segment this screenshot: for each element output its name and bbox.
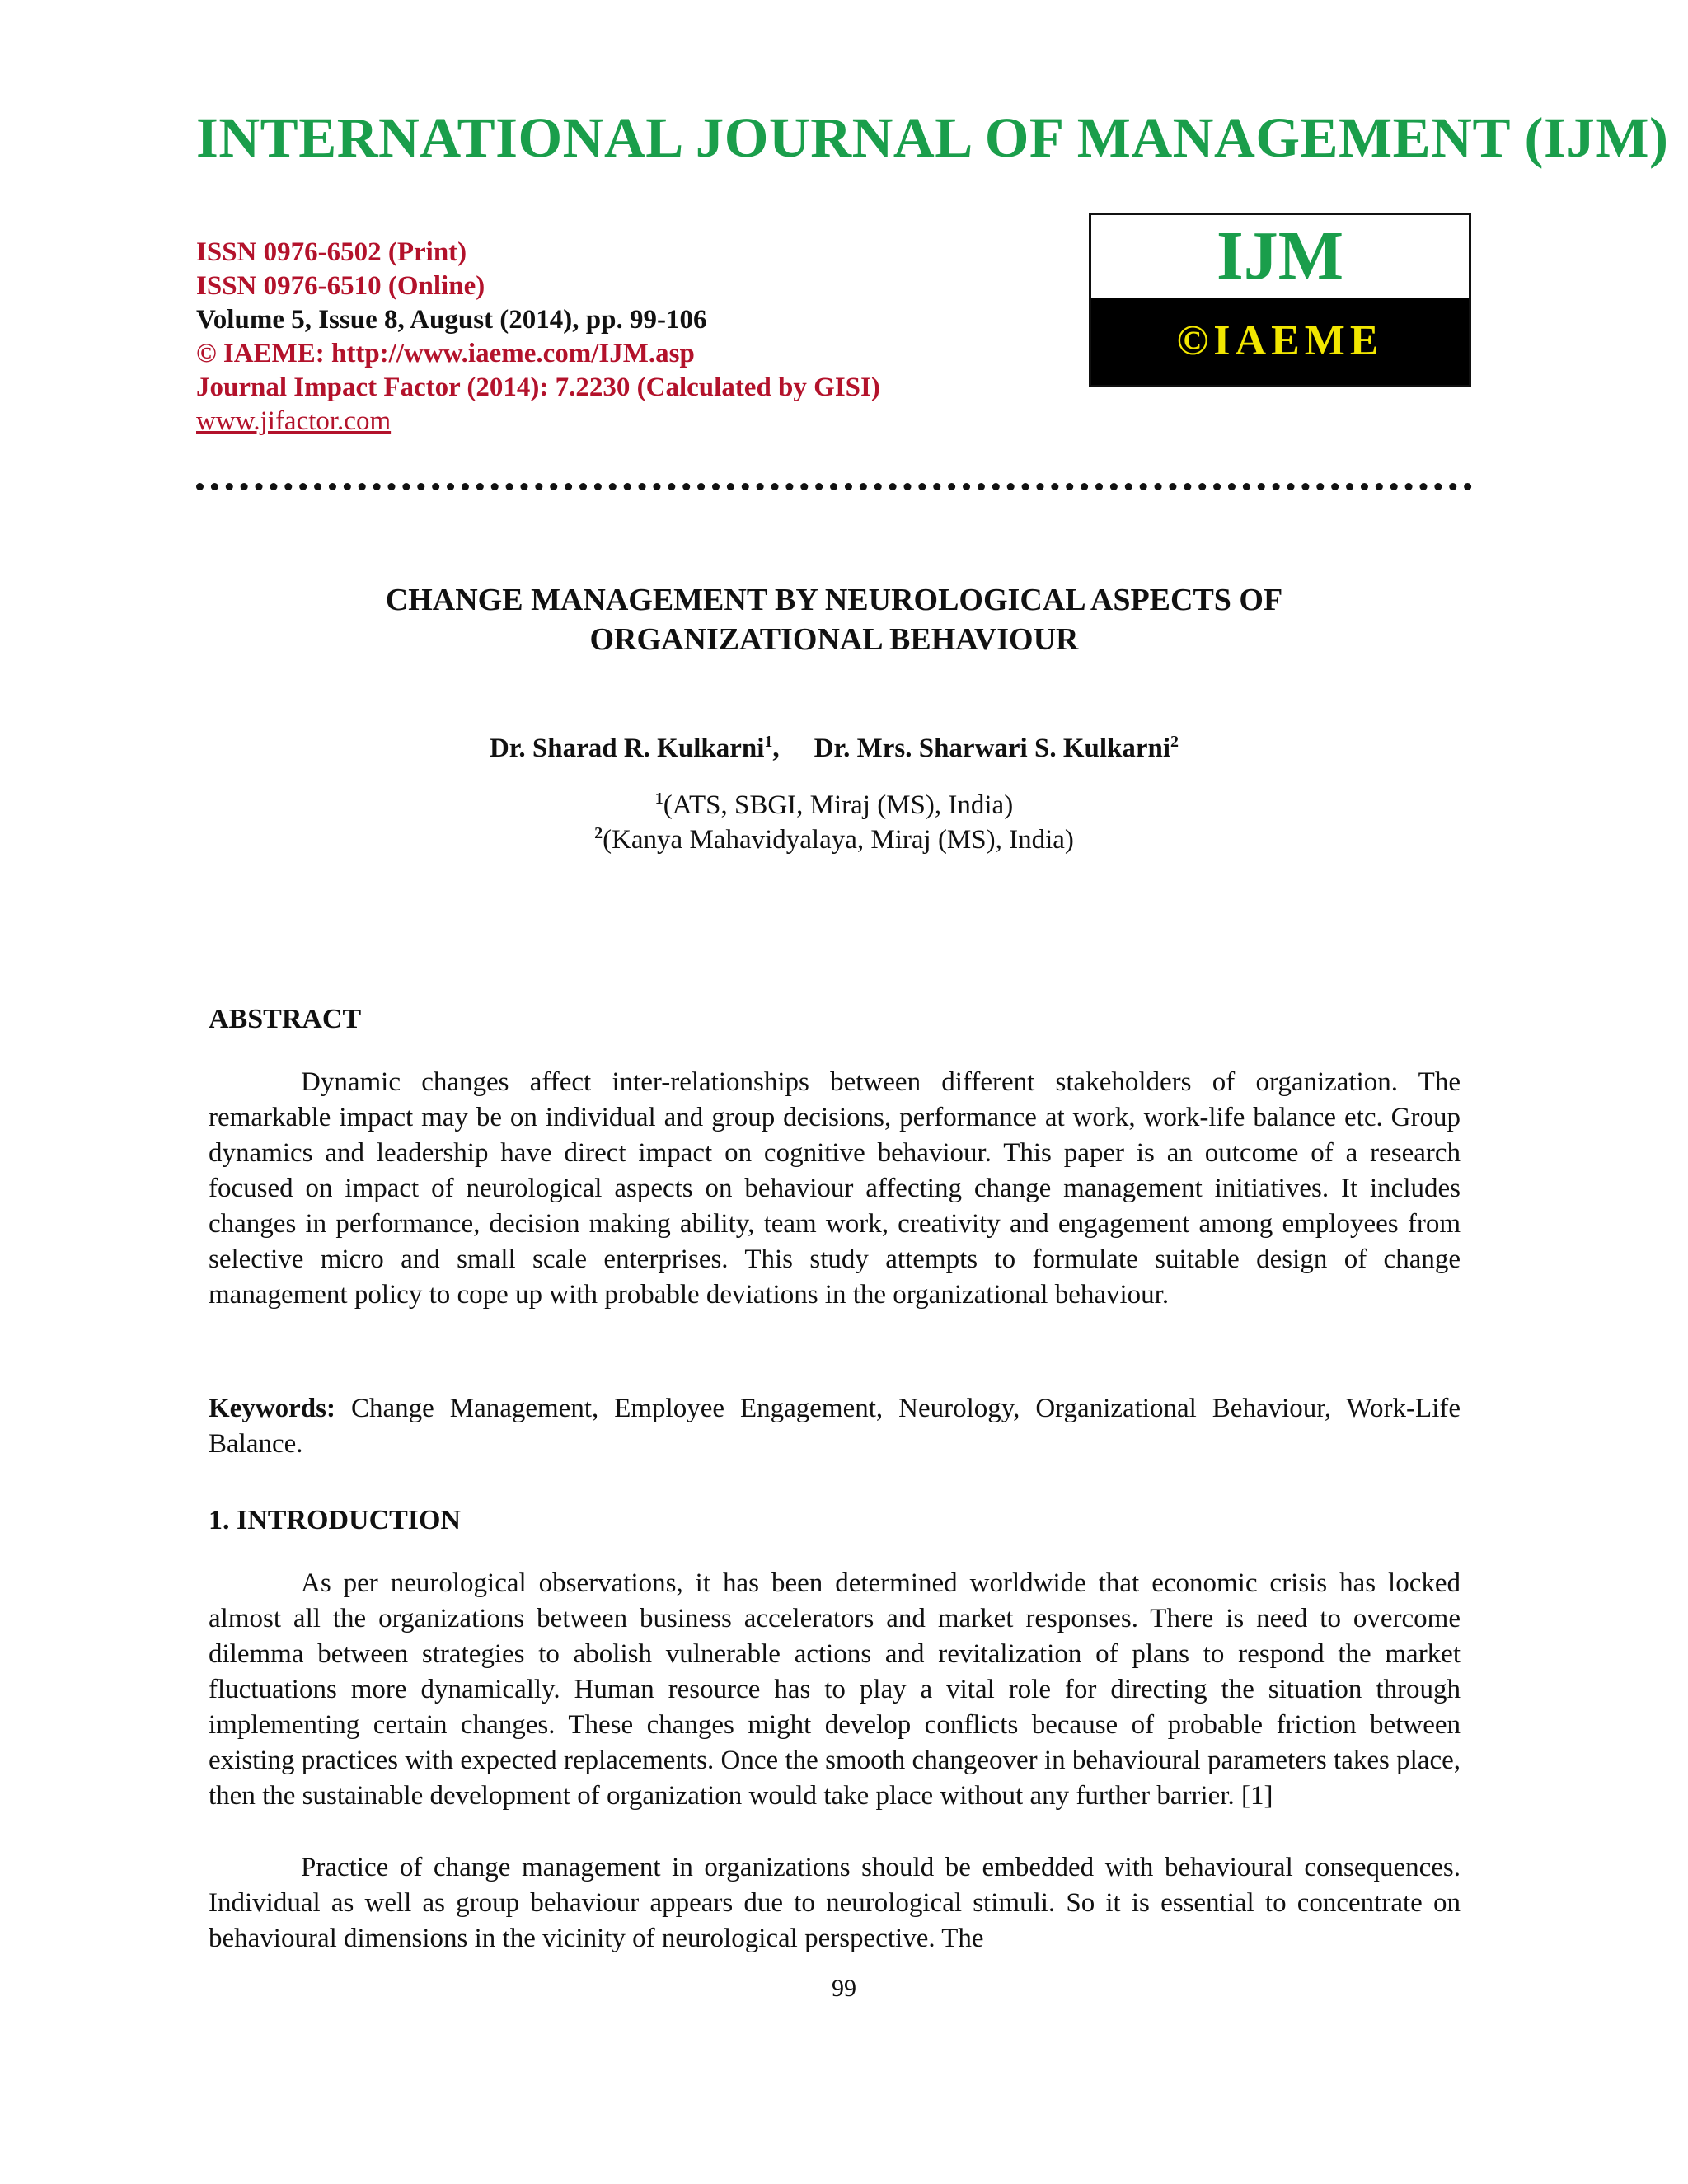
keywords-text: Change Management, Employee Engagement, Neurology, Organizational Behaviour, Work-Life Balance.	[209, 1394, 1461, 1459]
affiliation-1-sup: 1	[654, 790, 663, 808]
abstract-text: Dynamic changes affect inter-relationships between different stakeholders of organization. The remarkable impact may be on individual and group decisions, performance at work, work-life balance etc. Group dynamics and leadership have direct impact on cognitive behaviour. This paper is an outcome of a research focused on impact of neurological aspects on behaviour affecting change management initiatives. It includes changes in performance, decision making ability, team work, creativity and engagement among employees from selective micro and small scale enterprises. This study attempts to formulate suitable design of change management policy to cope up with probable deviations in the organizational behaviour.	[209, 1067, 1461, 1310]
paper-title-line-1: CHANGE MANAGEMENT BY NEUROLOGICAL ASPECTS OF	[385, 583, 1283, 617]
page-number: 99	[832, 1975, 856, 2002]
volume-info: Volume 5, Issue 8, August (2014), pp. 99-106	[196, 305, 707, 335]
keywords	[209, 1391, 1461, 1462]
paper-title-line-2: ORGANIZATIONAL BEHAVIOUR	[589, 622, 1079, 657]
issn-online: ISSN 0976-6510 (Online)	[196, 271, 485, 301]
affiliation-2: $^2$(Kanya Mahavidyalaya, Miraj (MS), India)	[594, 824, 1074, 855]
journal-meta	[196, 236, 880, 438]
logo-ijm-text: IJM	[1091, 215, 1469, 298]
author-2: Dr. Mrs. Sharwari S. Kulkarni	[814, 733, 1171, 763]
paper-title	[196, 580, 1472, 659]
logo-iaeme-text: ©IAEME	[1091, 298, 1469, 385]
author-1-sup: 1	[764, 733, 773, 751]
iaeme-url: © IAEME: http://www.iaeme.com/IJM.asp	[196, 339, 695, 368]
author-2-sup: 2	[1170, 733, 1179, 751]
introduction-heading: 1. INTRODUCTION	[209, 1505, 462, 1535]
issn-print: ISSN 0976-6502 (Print)	[196, 237, 467, 267]
journal-title: INTERNATIONAL JOURNAL OF MANAGEMENT (IJM)	[196, 106, 1669, 169]
keywords-label: Keywords:	[209, 1394, 335, 1423]
jifactor-link[interactable]: www.jifactor.com	[196, 406, 392, 436]
author-1: Dr. Sharad R. Kulkarni	[489, 733, 765, 763]
introduction-paragraph-1: As per neurological observations, it has been determined worldwide that economic crisis has locked almost all the organizations between business accelerators and market responses. There is need to overcome dilemma between strategies to abolish vulnerable actions and revitalization of plans to respond the market fluctuations more dynamically. Human resource has to play a vital role for directing the situation through implementing certain changes. These changes might develop conflicts because of probable friction between existing practices with expected replacements. Once the smooth changeover in behavioural parameters takes place, then the sustainable development of organization would take place without any further barrier. [1]	[209, 1568, 1461, 1811]
authors	[196, 733, 1472, 764]
header-divider	[196, 483, 1472, 490]
abstract-heading: ABSTRACT	[209, 1004, 362, 1034]
affiliation-1: $^1$(ATS, SBGI, Miraj (MS), India)	[654, 790, 1014, 820]
affiliation-2-sup: 2	[594, 824, 603, 842]
affiliations	[196, 788, 1472, 857]
impact-factor: Journal Impact Factor (2014): 7.2230 (Calculated by GISI)	[196, 373, 880, 402]
ijm-logo	[1089, 213, 1471, 387]
author-separator: ,	[772, 733, 780, 763]
introduction-paragraph-2: Practice of change management in organizations should be embedded with behavioural consequences. Individual as well as group behaviour appears due to neurological stimuli. So it is essential to concentrate on behavioural dimensions in the vicinity of neurological perspective. The	[209, 1853, 1461, 1953]
